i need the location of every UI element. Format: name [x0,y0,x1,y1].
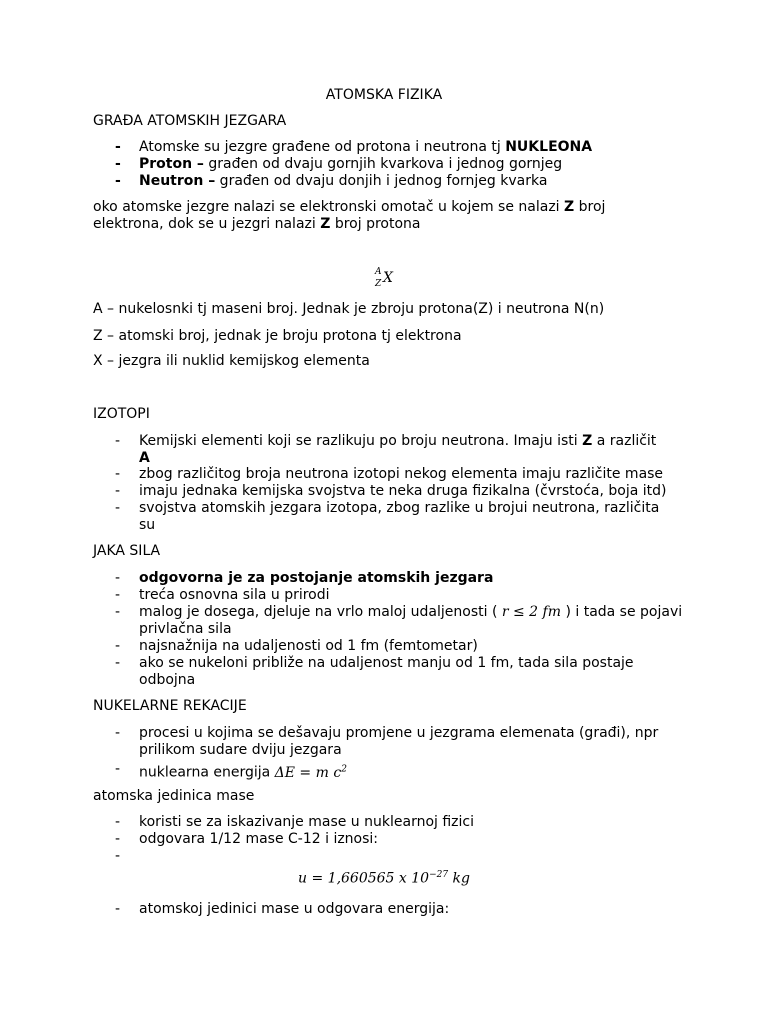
definition-x: X – jezgra ili nuklid kemijskog elementa [93,353,370,369]
list-item: nuklearna energija ΔE = m $c^2$ [139,764,347,781]
page-title: ATOMSKA FIZIKA [325,87,443,103]
list-item: treća osnovna sila u prirodi [139,587,330,603]
atomic-mass-unit-formula: u = 1,660565 x $10^{-27}$ kg [298,870,470,887]
bullet-dash: - [115,604,121,620]
list-item-continued: odbojna [139,672,196,688]
range-formula: r ≤ 2 fm [501,604,561,620]
bullet-dash: - [115,814,121,830]
heading-izotopi: IZOTOPI [93,406,150,422]
list-item: Atomske su jezgre građene od protona i neutrona tj NUKLEONA [139,139,593,155]
definition-a: A – nukelosnki tj maseni broj. Jednak je zbroju protona(Z) i neutrona N(n) [93,301,605,317]
bullet-dash: - [115,483,121,499]
bullet-dash: - [115,466,121,482]
bullet-dash: - [115,901,121,917]
list-item: najsnažnija na udaljenosti od 1 fm (femtometar) [139,638,478,654]
energy-formula: ΔE = m $c^2$ [274,764,347,781]
list-item-continued: su [139,517,156,533]
bullet-dash: - [115,638,121,654]
heading-nukelarne-rekacije: NUKELARNE REKACIJE [93,698,247,714]
bullet-dash: - [115,139,121,155]
list-item: procesi u kojima se dešavaju promjene u jezgrama elemenata (građi), npr [139,725,659,741]
list-item: atomskoj jedinici mase u odgovara energija: [139,901,450,917]
list-item: odgovorna je za postojanje atomskih jezgara [139,570,494,586]
list-item: Kemijski elementi koji se razlikuju po broju neutrona. Imaju isti Z a različit [139,433,657,449]
heading-atomska-jedinica-mase: atomska jedinica mase [93,788,255,804]
list-item: koristi se za iskazivanje mase u nuklearnoj fizici [139,814,474,830]
list-item: Proton – građen od dvaju gornjih kvarkova i jednog gornjeg [139,156,563,172]
bullet-dash: - [115,761,121,777]
heading-grada: GRAĐA ATOMSKIH JEZGARA [93,113,287,129]
bullet-dash: - [115,831,121,847]
list-item-continued: prilikom sudare dviju jezgara [139,742,342,758]
bullet-dash: - [115,570,121,586]
bullet-dash: - [115,156,121,172]
bullet-dash: - [115,433,121,449]
definition-z: Z – atomski broj, jednak je broju protona tj elektrona [93,328,462,344]
heading-jaka-sila: JAKA SILA [93,543,161,559]
paragraph: oko atomske jezgre nalazi se elektronski omotač u kojem se nalazi Z broj [93,199,606,215]
list-item-continued: A [139,450,150,466]
list-item: imaju jednaka kemijska svojstva te neka druga fizikalna (čvrstoća, boja itd) [139,483,667,499]
list-item: ako se nukeloni približe na udaljenost manju od 1 fm, tada sila postaje [139,655,634,671]
list-item: malog je dosega, djeluje na vrlo maloj udaljenosti ( r ≤ 2 fm ) i tada se pojavi [139,604,683,620]
bullet-dash: - [115,848,121,864]
bullet-dash: - [115,587,121,603]
bullet-dash: - [115,500,121,516]
list-item-continued: privlačna sila [139,621,232,637]
list-item: zbog različitog broja neutrona izotopi nekog elementa imaju različite mase [139,466,664,482]
bullet-dash: - [115,655,121,671]
list-item: Neutron – građen od dvaju donjih i jednog fornjeg kvarka [139,173,548,189]
paragraph: elektrona, dok se u jezgri nalazi Z broj protona [93,216,421,232]
nuclide-symbol: A Z X [375,267,393,289]
bullet-dash: - [115,173,121,189]
list-item: svojstva atomskih jezgara izotopa, zbog razlike u brojui neutrona, različita [139,500,660,516]
bullet-dash: - [115,725,121,741]
list-item: odgovara 1/12 mase C-12 i iznosi: [139,831,379,847]
